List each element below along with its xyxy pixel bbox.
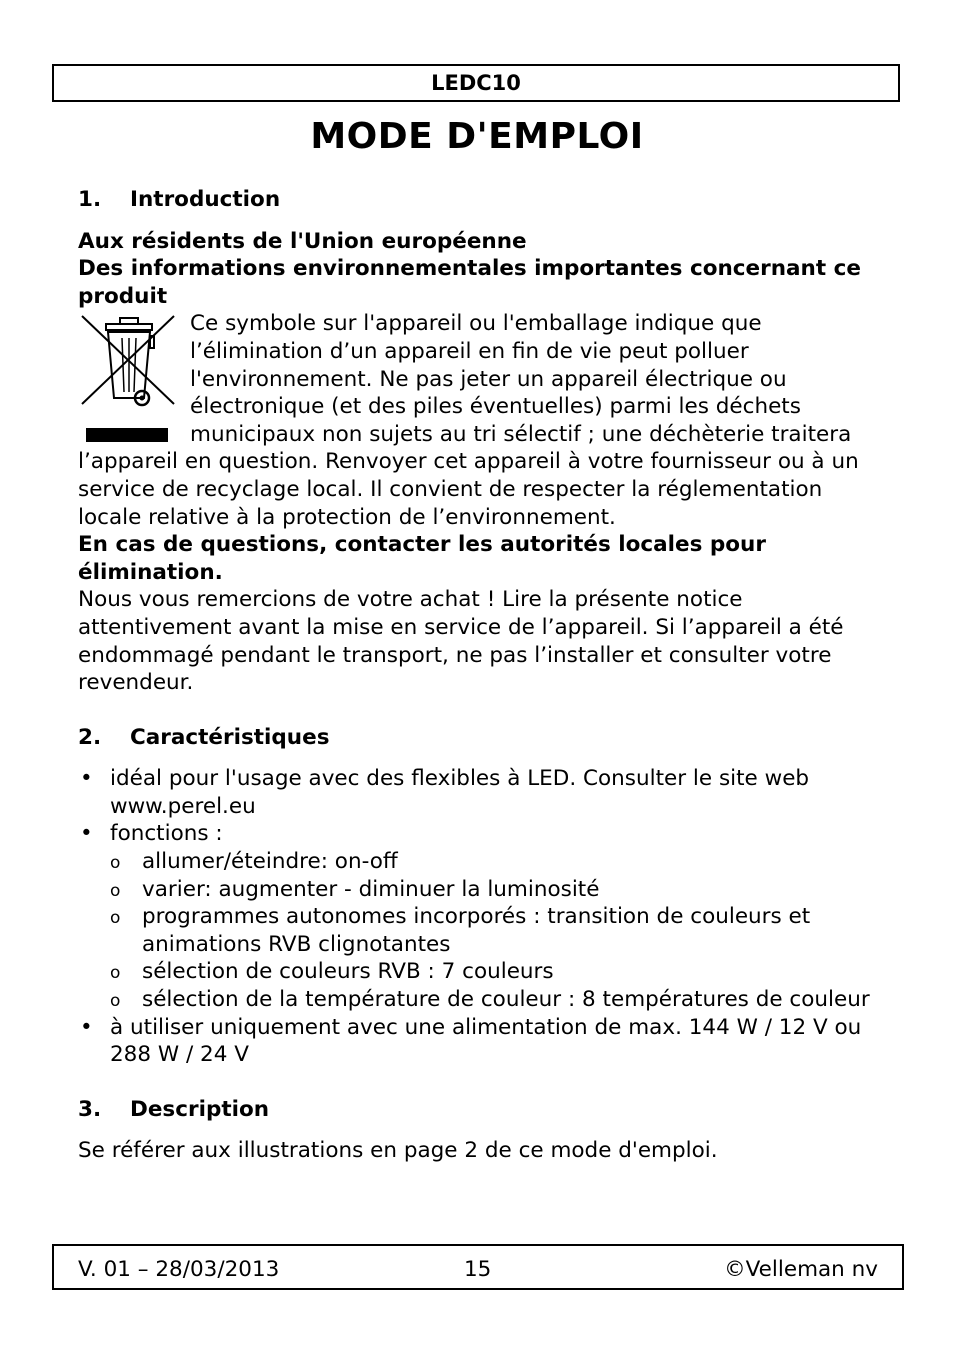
model-header [52, 64, 900, 102]
list-item: o sélection de la température de couleur : 8 températures de couleur [110, 987, 870, 1013]
weee-notice-text: Ce symbole sur l'appareil ou l'emballage indique que l’élimination d’un appareil en fin de vie peut polluer l'environnement. Ne pas jeter un appareil électrique ou électronique (et des piles éventuelles) parmi les déchets municipaux non sujets au tri sélectif ; une déchèterie traitera l’appareil en question. Renvoyer cet appareil à votre fournisseur ou à un service de recyclage local. Il convient de respecter la réglementation locale relative à la protection de l’environnement. [78, 311, 859, 530]
list-item: o allumer/éteindre: on-off [110, 849, 398, 875]
page-title: MODE D'EMPLOI [310, 116, 644, 157]
list-item: • fonctions : o allumer/éteindre: on-off o varier: augmenter - diminuer la luminosité o programmes autonomes incorporés : transition de couleurs et animations RVB clignotantes o sélection de couleurs RVB : 7 couleurs o sélection de la température de couleur : 8 températures de couleur [78, 820, 888, 1013]
version-date: V. 01 – 28/03/2013 [78, 1257, 280, 1282]
functions-sublist [110, 848, 888, 1014]
description-text: Se référer aux illustrations en page 2 de ce mode d'emploi. [78, 1138, 718, 1164]
list-item: • idéal pour l'usage avec des flexibles à LED. Consulter le site web www.perel.eu [80, 766, 810, 819]
list-item: • à utiliser uniquement avec une alimentation de max. 144 W / 12 V ou 288 W / 24 V [80, 1014, 862, 1068]
model-name: LEDC10 [431, 71, 521, 95]
features-list [78, 765, 888, 1069]
list-item: o varier: augmenter - diminuer la luminosité [110, 876, 600, 902]
section-heading-introduction: 1. Introduction [78, 187, 281, 212]
weee-block [78, 310, 888, 531]
contact-notice: En cas de questions, contacter les autorités locales pour élimination. [78, 532, 766, 585]
page-footer [52, 1244, 904, 1290]
section-heading-features: 2. Caractéristiques [78, 724, 330, 750]
crossed-bin-icon [78, 312, 178, 444]
eu-residents-heading: Aux résidents de l'Union européenne [78, 228, 527, 254]
copyright: ©Velleman nv [724, 1257, 878, 1282]
list-item: o sélection de couleurs RVB : 7 couleurs [110, 959, 554, 985]
page-number: 15 [464, 1257, 492, 1282]
list-item: o programmes autonomes incorporés : transition de couleurs et animations RVB clignotantes [110, 904, 811, 957]
environment-heading: Des informations environnementales importantes concernant ce produit [78, 256, 861, 309]
thanks-paragraph: Nous vous remercions de votre achat ! Lire la présente notice attentivement avant la mise en service de l’appareil. Si l’appareil a été endommagé pendant le transport, ne pas l’installer et consulter votre revendeur. [78, 587, 844, 696]
document-body [78, 186, 888, 1165]
section-heading-description: 3. Description [78, 1096, 270, 1122]
